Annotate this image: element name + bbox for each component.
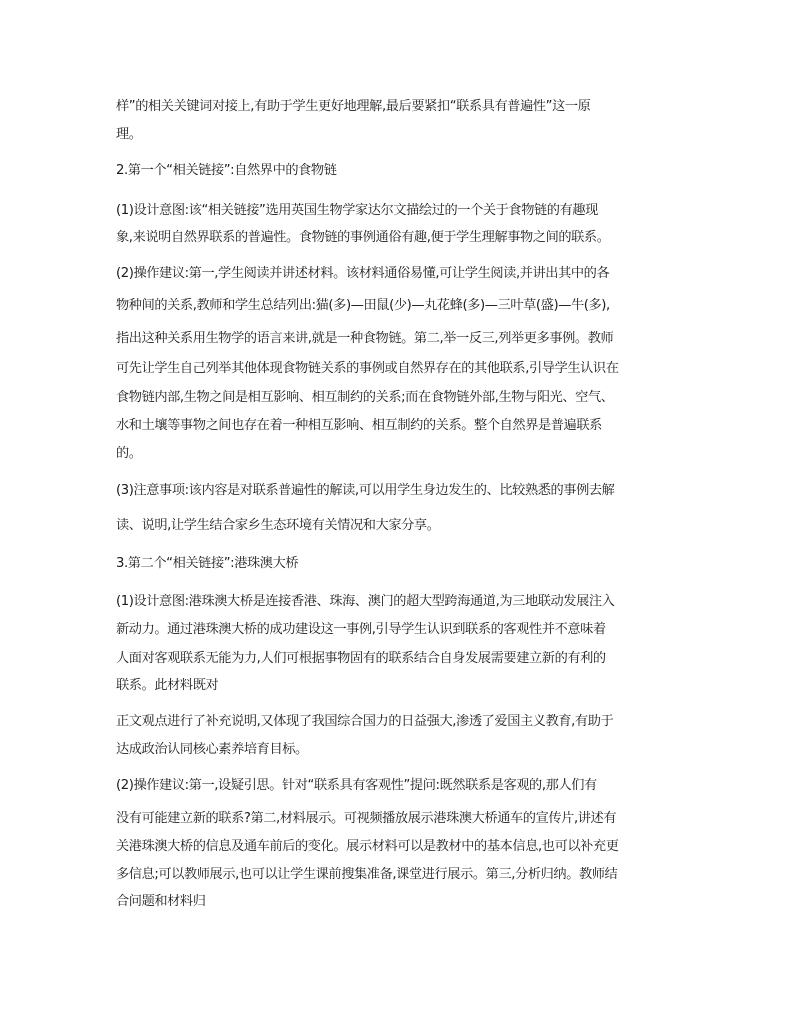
text-line: (1)设计意图:该“相关链接”选用英国生物学家达尔文描绘过的一个关于食物链的有趣现: [116, 203, 598, 218]
text-line: 可先让学生自己列举其他体现食物链关系的事例或自然界存在的其他联系,引导学生认识在: [116, 361, 619, 376]
section-heading: 3.第二个“相关链接”:港珠澳大桥: [116, 556, 299, 571]
text-line: (2)操作建议:第一,学生阅读并讲述材料。该材料通俗易懂,可让学生阅读,并讲出其中的各: [116, 266, 610, 281]
text-line: 关港珠澳大桥的信息及通车前后的变化。展示材料可以是教材中的基本信息,也可以补充更: [116, 839, 619, 854]
text-line: 正文观点进行了补充说明,又体现了我国综合国力的日益强大,渗透了爱国主义教育,有助于: [116, 714, 614, 729]
text-line: 理。: [116, 127, 142, 142]
text-line: 水和土壤等事物之间也存在着一种相互影响、相互制约的关系。整个自然界是普遍联系: [116, 418, 602, 433]
text-line: 指出这种关系用生物学的语言来讲,就是一种食物链。第二,举一反三,列举更多事例。教师: [116, 331, 614, 346]
text-line: (3)注意事项:该内容是对联系普遍性的解读,可以用学生身边发生的、比较熟悉的事例去解: [116, 483, 615, 498]
text-line: 合问题和材料归: [116, 894, 206, 909]
text-line: 联系。此材料既对: [116, 678, 219, 693]
text-line: 没有可能建立新的联系?第二,材料展示。可视频播放展示港珠澳大桥通车的宣传片,讲述有: [116, 811, 617, 826]
text-line: 人面对客观联系无能为力,人们可根据事物固有的联系结合自身发展需要建立新的有利的: [116, 651, 606, 666]
text-line: 象,来说明自然界联系的普遍性。食物链的事例通俗有趣,便于学生理解事物之间的联系。: [116, 230, 610, 245]
text-line: 达成政治认同核心素养培育目标。: [116, 742, 308, 757]
text-line: 新动力。通过港珠澳大桥的成功建设这一事例,引导学生认识到联系的客观性并不意味着: [116, 622, 606, 637]
section-heading: 2.第一个“相关链接”:自然界中的食物链: [116, 163, 337, 178]
text-line: 读、说明,让学生结合家乡生态环境有关情况和大家分享。: [116, 518, 440, 533]
text-line: 食物链内部,生物之间是相互影响、相互制约的关系;而在食物链外部,生物与阳光、空气、: [116, 390, 614, 405]
text-line: 的。: [116, 446, 142, 461]
text-line: 物种间的关系,教师和学生总结列出:猫(多)—田鼠(少)—丸花蜂(多)—三叶草(盛)—牛(多),: [116, 298, 610, 313]
text-line: (1)设计意图:港珠澳大桥是连接香港、珠海、澳门的超大型跨海通道,为三地联动发展注入: [116, 594, 615, 609]
text-line: 多信息;可以教师展示,也可以让学生课前搜集准备,课堂进行展示。第三,分析归纳。教师结: [116, 867, 618, 882]
text-line: (2)操作建议:第一,设疑引思。针对“联系具有客观性”提问:既然联系是客观的,那人们有: [116, 778, 597, 793]
text-line: 样”的相关关键词对接上,有助于学生更好地理解,最后要紧扣“联系具有普遍性”这一原: [116, 99, 591, 114]
